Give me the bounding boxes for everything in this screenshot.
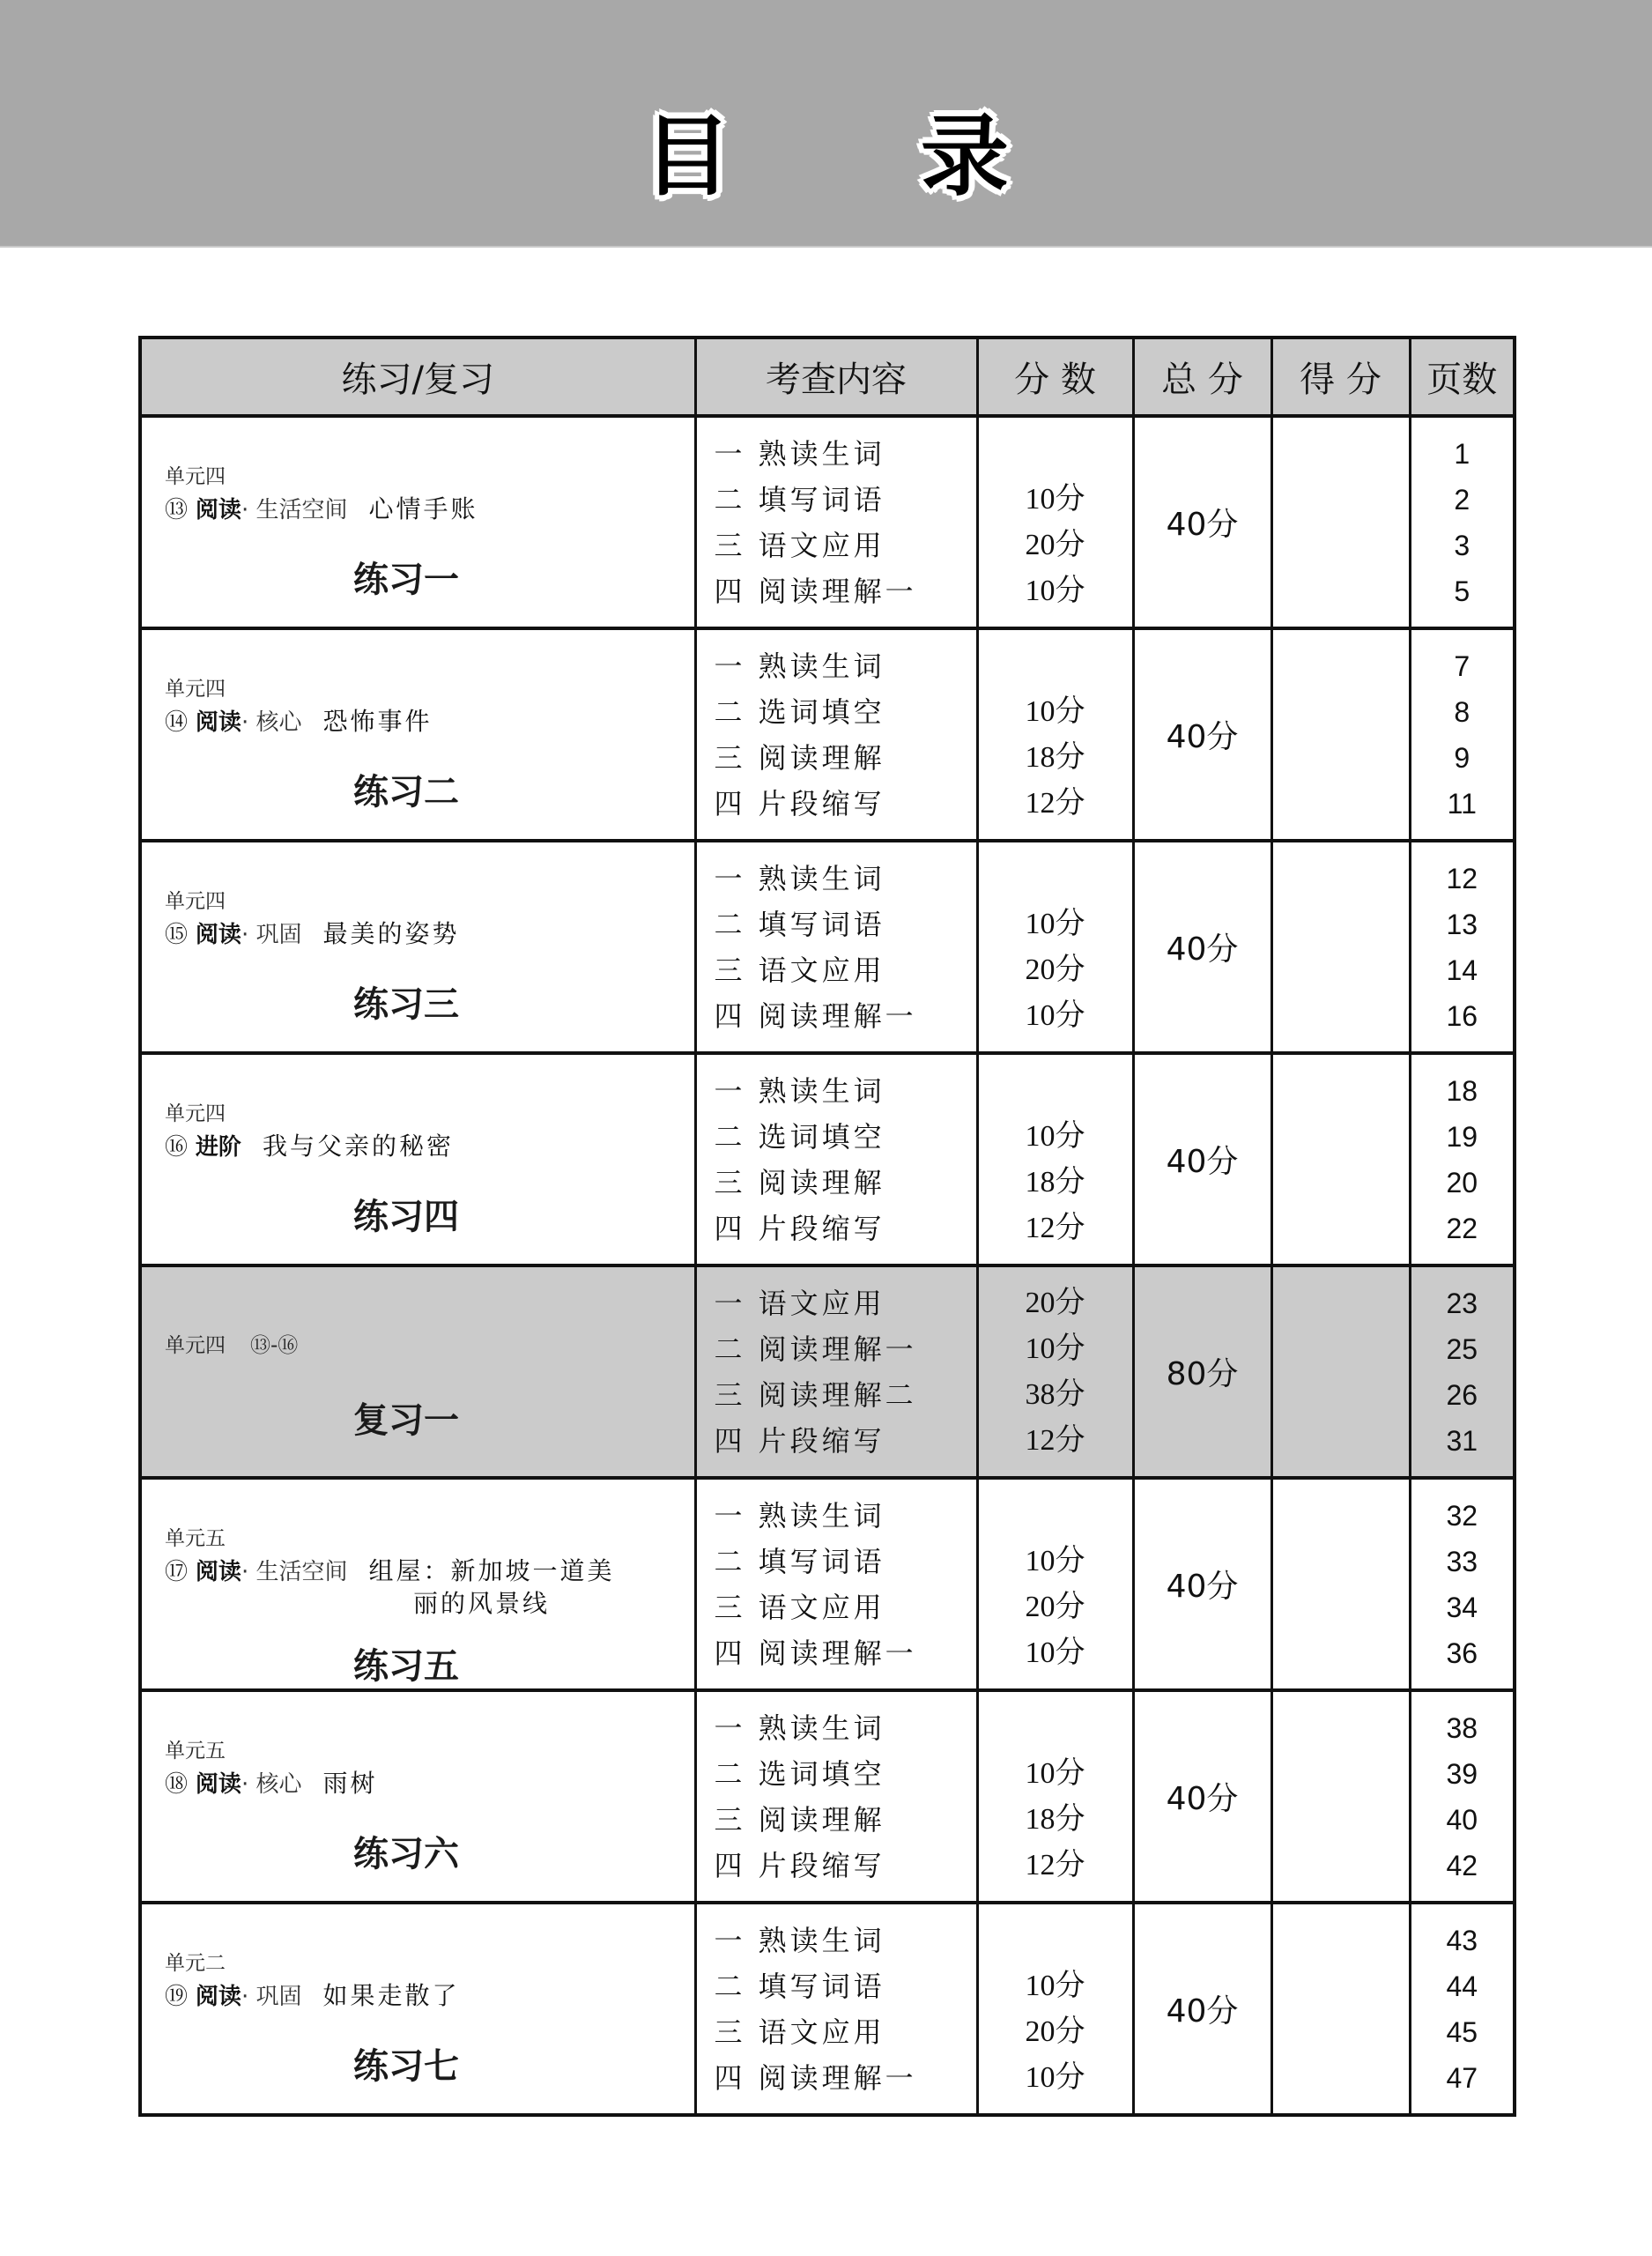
earned-score-field[interactable]	[1271, 416, 1410, 628]
lesson-type: 阅读	[195, 497, 241, 523]
content-item: 一 熟读生词	[714, 1498, 885, 1532]
page-number[interactable]: 3	[1454, 529, 1471, 561]
page-number[interactable]: 44	[1446, 1970, 1478, 2002]
item-score: 12分	[1025, 786, 1085, 820]
lesson-level: · 生活空间	[241, 497, 348, 523]
page-number[interactable]: 32	[1446, 1499, 1478, 1532]
lesson-number: ⑰	[165, 1559, 189, 1585]
content-item: 四 片段缩写	[714, 1423, 885, 1458]
score-cell	[977, 1690, 1133, 1903]
exercise-row[interactable]	[140, 841, 1515, 1053]
page-number[interactable]: 22	[1446, 1212, 1478, 1244]
exercise-row[interactable]	[140, 628, 1515, 841]
content-item: 一 熟读生词	[714, 1711, 885, 1745]
content-cell	[695, 628, 977, 841]
content-item: 二 填写词语	[714, 1544, 885, 1578]
page-number[interactable]: 12	[1446, 862, 1478, 894]
unit-label: 单元二	[165, 1952, 226, 1975]
content-item: 三 语文应用	[714, 528, 885, 562]
content-item: 一 语文应用	[714, 1286, 885, 1320]
item-score: 10分	[1025, 1332, 1085, 1365]
item-score: 18分	[1025, 1165, 1085, 1198]
score-cell	[977, 1903, 1133, 2115]
content-item: 二 选词填空	[714, 1756, 885, 1791]
lesson-line	[165, 918, 667, 951]
page-number[interactable]: 18	[1446, 1074, 1478, 1107]
unit-label: 单元四	[165, 1102, 226, 1125]
lesson-info	[142, 844, 694, 1050]
score-cell	[977, 1265, 1133, 1478]
page-number[interactable]: 36	[1446, 1636, 1478, 1669]
title-banner	[0, 0, 1652, 248]
item-score: 10分	[1025, 1544, 1085, 1577]
content-cell	[695, 1478, 977, 1690]
content-item: 四 阅读理解一	[714, 2060, 917, 2095]
lesson-cell	[140, 1478, 695, 1690]
item-score: 20分	[1025, 1590, 1085, 1623]
item-score: 18分	[1025, 740, 1085, 774]
page-number[interactable]: 45	[1446, 2015, 1478, 2048]
content-item: 二 选词填空	[714, 1119, 885, 1154]
score-cell	[977, 416, 1133, 628]
page-cell	[1410, 841, 1515, 1053]
unit-label: 单元五	[165, 1527, 226, 1550]
page-cell	[1410, 1265, 1515, 1478]
content-cell	[695, 1903, 977, 2115]
total-score: 40分	[1133, 628, 1271, 841]
exercise-row[interactable]	[140, 1903, 1515, 2115]
page-number[interactable]: 42	[1446, 1849, 1478, 1881]
earned-score-field[interactable]	[1271, 1903, 1410, 2115]
lesson-line	[165, 1555, 667, 1620]
page-number[interactable]: 13	[1446, 908, 1478, 940]
unit-label: 单元五	[165, 1740, 226, 1762]
lesson-range: ⑬-⑯	[250, 1334, 299, 1357]
score-cell	[977, 1478, 1133, 1690]
lesson-level: · 核心	[241, 1771, 302, 1798]
column-header-pages: 页数	[1410, 338, 1515, 416]
lesson-line	[165, 706, 667, 738]
page-title: 目 录	[643, 105, 1088, 208]
lesson-line	[165, 1768, 667, 1800]
item-score: 18分	[1025, 1802, 1085, 1836]
lesson-title-continued: 丽的风景线	[413, 1589, 551, 1618]
item-score: 10分	[1025, 2060, 1085, 2094]
exercise-title[interactable]: 练习二	[353, 772, 459, 813]
item-score: 10分	[1025, 1756, 1085, 1790]
item-score: 12分	[1025, 1211, 1085, 1244]
review-title[interactable]: 复习一	[353, 1400, 459, 1441]
lesson-type: 阅读	[195, 709, 241, 736]
lesson-info	[142, 1694, 694, 1899]
column-header-total: 总 分	[1133, 338, 1271, 416]
lesson-level: · 核心	[241, 709, 302, 736]
exercise-title[interactable]: 练习三	[353, 984, 459, 1025]
content-cell	[695, 1265, 977, 1478]
content-item: 三 阅读理解	[714, 740, 885, 775]
total-score: 40分	[1133, 416, 1271, 628]
exercise-title[interactable]: 练习七	[353, 2046, 459, 2087]
exercise-row[interactable]	[140, 1478, 1515, 1690]
page-cell	[1410, 1478, 1515, 1690]
lesson-cell	[140, 1265, 695, 1478]
total-score: 40分	[1133, 1053, 1271, 1265]
total-score: 40分	[1133, 841, 1271, 1053]
lesson-title: 雨树	[322, 1769, 378, 1798]
table-of-contents	[138, 336, 1516, 2117]
earned-score-field[interactable]	[1271, 1690, 1410, 1903]
lesson-number: ⑬	[165, 497, 189, 523]
review-row[interactable]	[140, 1265, 1515, 1478]
item-score: 10分	[1025, 574, 1085, 607]
exercise-title[interactable]: 练习一	[353, 560, 459, 600]
lesson-title: 组屋：新加坡一道美	[368, 1556, 615, 1585]
content-item: 三 语文应用	[714, 1590, 885, 1624]
content-item: 三 阅读理解	[714, 1802, 885, 1837]
exercise-title[interactable]: 练习四	[353, 1197, 459, 1237]
earned-score-field[interactable]	[1271, 1478, 1410, 1690]
lesson-title: 最美的姿势	[322, 919, 460, 948]
lesson-title: 恐怖事件	[322, 707, 433, 736]
total-score: 40分	[1133, 1690, 1271, 1903]
lesson-level: · 生活空间	[241, 1559, 348, 1585]
content-cell	[695, 1053, 977, 1265]
content-item: 二 填写词语	[714, 907, 885, 941]
lesson-info	[142, 1057, 694, 1262]
item-score: 10分	[1025, 482, 1085, 516]
lesson-info	[142, 1906, 694, 2111]
page-number[interactable]: 39	[1446, 1757, 1478, 1790]
total-score: 80分	[1133, 1265, 1271, 1478]
lesson-line	[165, 1980, 667, 2013]
lesson-title: 心情手账	[368, 494, 478, 523]
lesson-number: ⑱	[165, 1771, 189, 1798]
page-number[interactable]: 38	[1446, 1711, 1478, 1744]
score-cell	[977, 841, 1133, 1053]
exercise-row[interactable]	[140, 416, 1515, 628]
lesson-cell	[140, 841, 695, 1053]
content-item: 三 语文应用	[714, 953, 885, 987]
page-number[interactable]: 43	[1446, 1924, 1478, 1956]
item-score: 10分	[1025, 1119, 1085, 1153]
content-item: 一 熟读生词	[714, 1923, 885, 1957]
item-score: 20分	[1025, 1286, 1085, 1319]
content-item: 一 熟读生词	[714, 861, 885, 895]
item-score: 38分	[1025, 1377, 1085, 1411]
content-item: 一 熟读生词	[714, 649, 885, 683]
unit-label: 单元四	[165, 465, 226, 488]
content-item: 一 熟读生词	[714, 1073, 885, 1108]
total-score: 40分	[1133, 1903, 1271, 2115]
lesson-cell	[140, 628, 695, 841]
lesson-level: · 巩固	[241, 1984, 302, 2010]
item-score: 20分	[1025, 528, 1085, 561]
page-number[interactable]: 23	[1446, 1287, 1478, 1319]
page-number[interactable]: 47	[1446, 2061, 1478, 2094]
score-cell	[977, 1053, 1133, 1265]
page-number[interactable]: 26	[1446, 1378, 1478, 1411]
item-score: 10分	[1025, 1636, 1085, 1669]
page-number[interactable]: 2	[1454, 483, 1471, 516]
earned-score-field[interactable]	[1271, 841, 1410, 1053]
content-cell	[695, 841, 977, 1053]
column-header-earned: 得 分	[1271, 338, 1410, 416]
page-cell	[1410, 416, 1515, 628]
page-number[interactable]: 19	[1446, 1120, 1478, 1153]
lesson-info	[142, 632, 694, 837]
item-score: 12分	[1025, 1848, 1085, 1881]
lesson-cell	[140, 416, 695, 628]
page-cell	[1410, 628, 1515, 841]
page-number[interactable]: 1	[1454, 437, 1471, 470]
page-number[interactable]: 25	[1446, 1332, 1478, 1365]
unit-label: 单元四	[165, 890, 226, 913]
content-item: 四 阅读理解一	[714, 998, 917, 1033]
total-score: 40分	[1133, 1478, 1271, 1690]
page-cell	[1410, 1903, 1515, 2115]
page-number[interactable]: 40	[1446, 1803, 1478, 1836]
unit-name: 单元四	[165, 1334, 226, 1357]
page-number[interactable]: 20	[1446, 1166, 1478, 1198]
page-cell	[1410, 1053, 1515, 1265]
item-score: 12分	[1025, 1423, 1085, 1457]
content-item: 一 熟读生词	[714, 436, 885, 471]
page-number[interactable]: 7	[1454, 649, 1471, 682]
lesson-info	[142, 419, 694, 625]
column-header-score: 分 数	[977, 338, 1133, 416]
lesson-info	[142, 1269, 694, 1474]
lesson-cell	[140, 1903, 695, 2115]
content-item: 三 阅读理解	[714, 1165, 885, 1199]
page-cell	[1410, 1690, 1515, 1903]
item-score: 10分	[1025, 998, 1085, 1032]
column-header-content: 考查内容	[695, 338, 977, 416]
page-number[interactable]: 11	[1447, 787, 1477, 820]
lesson-title: 我与父亲的秘密	[262, 1132, 454, 1161]
lesson-info	[142, 1481, 694, 1687]
lesson-number: ⑯	[165, 1134, 189, 1161]
lesson-level: · 巩固	[241, 922, 302, 948]
content-cell	[695, 1690, 977, 1903]
item-score: 10分	[1025, 1969, 1085, 2002]
content-item: 四 片段缩写	[714, 1211, 885, 1245]
lesson-line	[165, 494, 667, 526]
score-cell	[977, 628, 1133, 841]
lesson-number: ⑮	[165, 922, 189, 948]
item-score: 20分	[1025, 2015, 1085, 2048]
lesson-line	[165, 1131, 667, 1163]
exercise-row[interactable]	[140, 1690, 1515, 1903]
unit-label: 单元四	[165, 678, 226, 701]
lesson-cell	[140, 1053, 695, 1265]
lesson-type: 阅读	[195, 1771, 241, 1798]
exercise-title[interactable]: 练习五	[353, 1646, 459, 1687]
item-score: 20分	[1025, 953, 1085, 986]
content-item: 二 选词填空	[714, 694, 885, 729]
lesson-type: 阅读	[195, 1984, 241, 2010]
lesson-cell	[140, 1690, 695, 1903]
page-number[interactable]: 14	[1446, 954, 1478, 986]
exercise-row[interactable]	[140, 1053, 1515, 1265]
column-header-exercise: 练习/复习	[140, 338, 695, 416]
page-number[interactable]: 5	[1454, 575, 1471, 607]
lesson-type: 阅读	[195, 922, 241, 948]
content-item: 四 阅读理解一	[714, 1636, 917, 1670]
page-number[interactable]: 8	[1454, 695, 1471, 728]
exercise-title[interactable]: 练习六	[353, 1834, 459, 1874]
page-number[interactable]: 9	[1454, 741, 1471, 774]
content-item: 四 阅读理解一	[714, 574, 917, 608]
lesson-type: 阅读	[195, 1559, 241, 1585]
content-item: 三 语文应用	[714, 2015, 885, 2049]
content-item: 三 阅读理解二	[714, 1377, 917, 1412]
earned-score-field[interactable]	[1271, 1265, 1410, 1478]
earned-score-field[interactable]	[1271, 1053, 1410, 1265]
lesson-title: 如果走散了	[322, 1981, 460, 2010]
lesson-number: ⑲	[165, 1984, 189, 2010]
item-score: 10分	[1025, 694, 1085, 728]
lesson-type: 进阶	[195, 1134, 241, 1161]
page-number[interactable]: 34	[1446, 1591, 1478, 1623]
content-cell	[695, 416, 977, 628]
earned-score-field[interactable]	[1271, 628, 1410, 841]
content-item: 二 阅读理解一	[714, 1332, 917, 1366]
page-number[interactable]: 33	[1446, 1545, 1478, 1577]
page-number[interactable]: 31	[1446, 1424, 1478, 1457]
page-number[interactable]: 16	[1446, 999, 1478, 1032]
content-item: 二 填写词语	[714, 482, 885, 516]
header-row	[140, 338, 1515, 416]
item-score: 10分	[1025, 907, 1085, 940]
unit-label	[165, 1329, 298, 1358]
content-item: 二 填写词语	[714, 1969, 885, 2003]
content-item: 四 片段缩写	[714, 786, 885, 820]
lesson-number: ⑭	[165, 709, 189, 736]
content-item: 四 片段缩写	[714, 1848, 885, 1882]
